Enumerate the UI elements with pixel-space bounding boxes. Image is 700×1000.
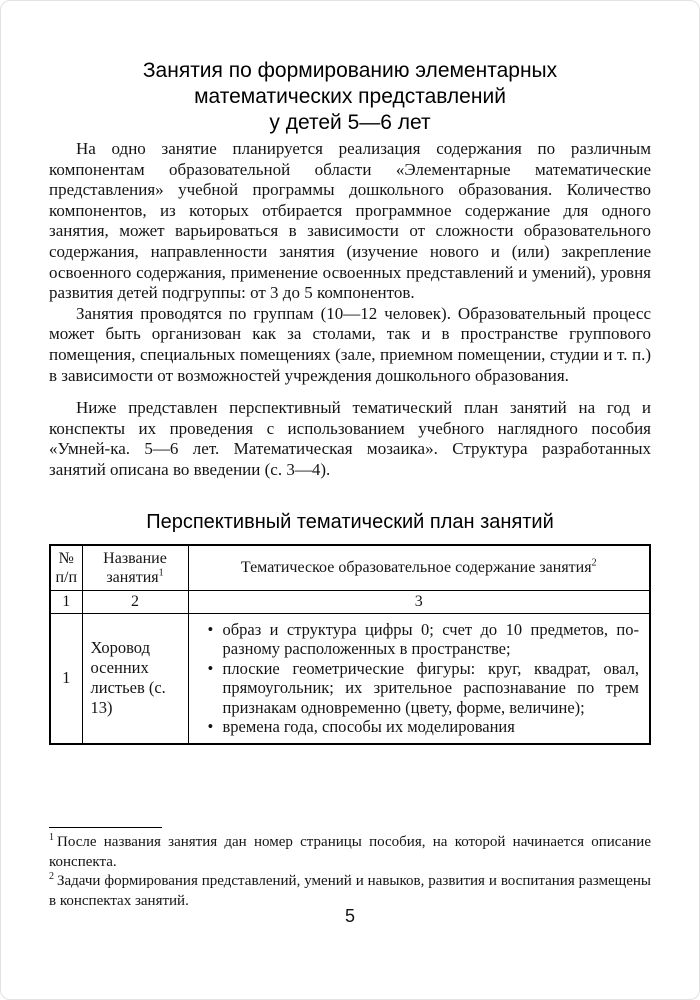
column-header-number [50, 545, 82, 591]
body-paragraph-3: Ниже представлен перспективный тематический план занятий на год и конспекты их проведения с использованием учебного наглядного пособия «Умней-ка. 5—6 лет. Математическая мозаика». Структура разработанных занятий описана во введении (с. 3—4). [49, 398, 651, 479]
column-header-lesson-name [82, 545, 188, 591]
lesson-content-list [197, 620, 640, 737]
lesson-content-item: • плоские геометрические фигуры: круг, квадрат, овал, прямоугольник; их зрительное распознавание по трем признакам одновременно (цвету, форме, величине); [223, 659, 640, 718]
column-header-content-label: Тематическое образовательное содержание занятия [240, 559, 592, 576]
footnote-ref-1: 1 [158, 567, 164, 579]
page-title-line-1: Занятия по формированию элементарных [142, 59, 558, 82]
lesson-content-cell [188, 613, 650, 744]
page-number: 5 [344, 906, 355, 926]
page-title [49, 58, 651, 136]
footnote-divider [49, 827, 162, 828]
body-paragraph-1: На одно занятие планируется реализация содержания по различным компонентам образовательной области «Элементарные математические представления» учебной программы дошкольного образования. Количество компонентов, из которых отбирается программное содержание для одного занятия, может варьироваться в зависимости от сложности образовательного содержания, направленности занятия (изучение нового и (или) закрепление освоенного содержания, применение освоенных представлений и умений), уровня развития детей подгруппы: от 3 до 5 компонентов. [49, 139, 651, 303]
lesson-content-item: • времена года, способы их моделирования [223, 717, 640, 737]
row-number-cell: 1 [50, 613, 82, 744]
footnote-1 [49, 833, 651, 872]
section-heading: Перспективный тематический план занятий [146, 510, 554, 533]
table-header-row [50, 545, 650, 591]
lesson-content-item: • образ и структура цифры 0; счет до 10 предметов, по-разному расположенных в пространстве; [223, 620, 640, 659]
footnote-2-text: Задачи формирования представлений, умений и навыков, развития и воспитания размещены в конспектах занятий. [49, 873, 651, 909]
column-header-content [188, 545, 650, 591]
footnote-ref-2: 2 [591, 557, 597, 569]
footnotes [49, 827, 651, 911]
column-number-2: 2 [82, 590, 188, 613]
column-number-row [50, 590, 650, 613]
lesson-plan-table [49, 544, 651, 745]
lesson-name-cell: Хоровод осенних листьев (с. 13) [82, 613, 188, 744]
column-number-1: 1 [50, 590, 82, 613]
page-title-line-3: у детей 5—6 лет [269, 111, 431, 134]
column-header-number-label: № п/п [55, 549, 78, 586]
footnote-1-text: После названия занятия дан номер страницы пособия, на которой начинается описание конспекта. [49, 834, 651, 870]
page-title-line-2: математических представлений [194, 85, 506, 108]
column-number-3: 3 [188, 590, 650, 613]
body-paragraph-2: Занятия проводятся по группам (10—12 человек). Образовательный процесс может быть организован как за столами, так и в пространстве группового помещения, специальных помещениях (зале, приемном помещении, студии и т. п.) в зависимости от возможностей учреждения дошкольного образования. [49, 303, 651, 385]
table-header [50, 545, 650, 591]
footnote-2-marker: 2 [49, 871, 54, 882]
footnote-1-marker: 1 [49, 832, 54, 843]
page-content [49, 58, 651, 745]
column-header-lesson-name-label: Название занятия [103, 549, 167, 586]
table-row [50, 613, 650, 744]
